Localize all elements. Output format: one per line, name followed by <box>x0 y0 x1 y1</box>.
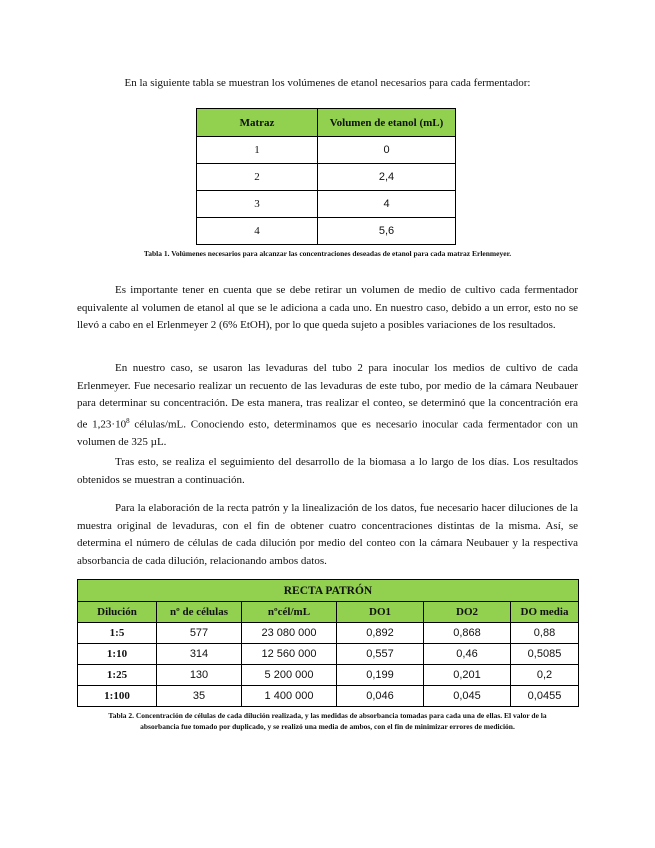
table-row <box>78 686 579 707</box>
column-header-do-media: DO media <box>511 602 579 623</box>
table-row <box>197 164 456 191</box>
paragraph-3: Tras esto, se realiza el seguimiento del desarrollo de la biomasa a lo largo de los días. Los resultados obtenidos se muestran a continuación. <box>77 456 578 486</box>
table-cell: 0,199 <box>337 665 424 686</box>
table-cell: 0,868 <box>424 623 511 644</box>
table-cell: 5,6 <box>318 218 456 245</box>
table-cell: 0,045 <box>424 686 511 707</box>
table2-caption: Tabla 2. Concentración de células de cada dilución realizada, y las medidas de absorbancia tomadas para cada una de ellas. El valor de la absorbancia fue tomado por duplicado, y se realizó una media de ambos, con el fin de minimizar errores de medición. <box>108 711 547 731</box>
table-header-row <box>197 109 456 137</box>
table-cell: 577 <box>157 623 242 644</box>
intro-text: En la siguiente tabla se muestran los volúmenes de etanol necesarios para cada fermentador: <box>124 77 531 89</box>
table-cell: 0,0455 <box>511 686 579 707</box>
table-cell: 1:10 <box>78 644 157 665</box>
table-title: RECTA PATRÓN <box>78 580 579 602</box>
paragraph-1: Es importante tener en cuenta que se debe retirar un volumen de medio de cultivo cada fermentador equivalente al volumen de etanol al que se le adiciona a cada uno. En nuestro caso, debido a un error, esto no se llevó a cabo en el Erlenmeyer 2 (6% EtOH), por lo que queda sujeto a posibles variaciones de los resultados. <box>77 284 578 331</box>
table-row <box>197 191 456 218</box>
column-header-dilucion: Dilución <box>78 602 157 623</box>
table-cell: 0,2 <box>511 665 579 686</box>
column-header-cel-ml: nºcél/mL <box>242 602 337 623</box>
table-cell: 5 200 000 <box>242 665 337 686</box>
table-cell: 0,557 <box>337 644 424 665</box>
table-cell: 130 <box>157 665 242 686</box>
table-row <box>78 623 579 644</box>
recta-patron-table <box>77 579 579 707</box>
table-row <box>78 665 579 686</box>
table-header-row <box>78 602 579 623</box>
paragraph-2-part-a: En nuestro caso, se usaron las levaduras del tubo 2 para inocular los medios de cultivo de cada Erlenmeyer. Fue necesario realizar un recuento de las levaduras de este tubo, por medio de la cámara Neubauer para determinar su concentración. De esta manera, tras realizar el conteo, se determinó que la concentración era de 1,23·10 <box>77 362 578 431</box>
table-cell: 1 <box>197 137 318 164</box>
table-cell: 35 <box>157 686 242 707</box>
exponent: 8 <box>126 416 130 425</box>
column-header-n-celulas: nº de células <box>157 602 242 623</box>
table1-caption: Tabla 1. Volúmenes necesarios para alcanzar las concentraciones deseadas de etanol para cada matraz Erlenmeyer. <box>143 249 512 258</box>
table-row <box>197 137 456 164</box>
table-row <box>78 644 579 665</box>
table-cell: 3 <box>197 191 318 218</box>
table-cell: 4 <box>197 218 318 245</box>
table-cell: 1:25 <box>78 665 157 686</box>
ethanol-volume-table <box>196 108 456 245</box>
table-cell: 4 <box>318 191 456 218</box>
table-cell: 0,88 <box>511 623 579 644</box>
table-cell: 314 <box>157 644 242 665</box>
paragraph-4: Para la elaboración de la recta patrón y la linealización de los datos, fue necesario hacer diluciones de la muestra original de levaduras, con el fin de obtener cuatro concentraciones distintas de la misma. Así, se determina el número de células de cada dilución por medio del conteo con la cámara Neubauer y la respectiva absorbancia de cada dilución, relacionando ambos datos. <box>77 502 578 567</box>
table-cell: 0,46 <box>424 644 511 665</box>
table-cell: 1:100 <box>78 686 157 707</box>
table-title-row <box>78 580 579 602</box>
table-row <box>197 218 456 245</box>
column-header-volumen: Volumen de etanol (mL) <box>318 109 456 137</box>
table-cell: 0 <box>318 137 456 164</box>
table-cell: 1 400 000 <box>242 686 337 707</box>
paragraph-2 <box>77 360 578 451</box>
table-cell: 0,046 <box>337 686 424 707</box>
table-cell: 0,5085 <box>511 644 579 665</box>
table-cell: 1:5 <box>78 623 157 644</box>
table-cell: 0,201 <box>424 665 511 686</box>
table-cell: 23 080 000 <box>242 623 337 644</box>
column-header-matraz: Matraz <box>197 109 318 137</box>
table-cell: 0,892 <box>337 623 424 644</box>
paragraph-2-part-b: células/mL. Conociendo esto, determinamos que es necesario inocular cada fermentador con un volumen de 325 µL. <box>77 418 578 448</box>
table-cell: 2 <box>197 164 318 191</box>
column-header-do2: DO2 <box>424 602 511 623</box>
table-cell: 12 560 000 <box>242 644 337 665</box>
table-cell: 2,4 <box>318 164 456 191</box>
column-header-do1: DO1 <box>337 602 424 623</box>
